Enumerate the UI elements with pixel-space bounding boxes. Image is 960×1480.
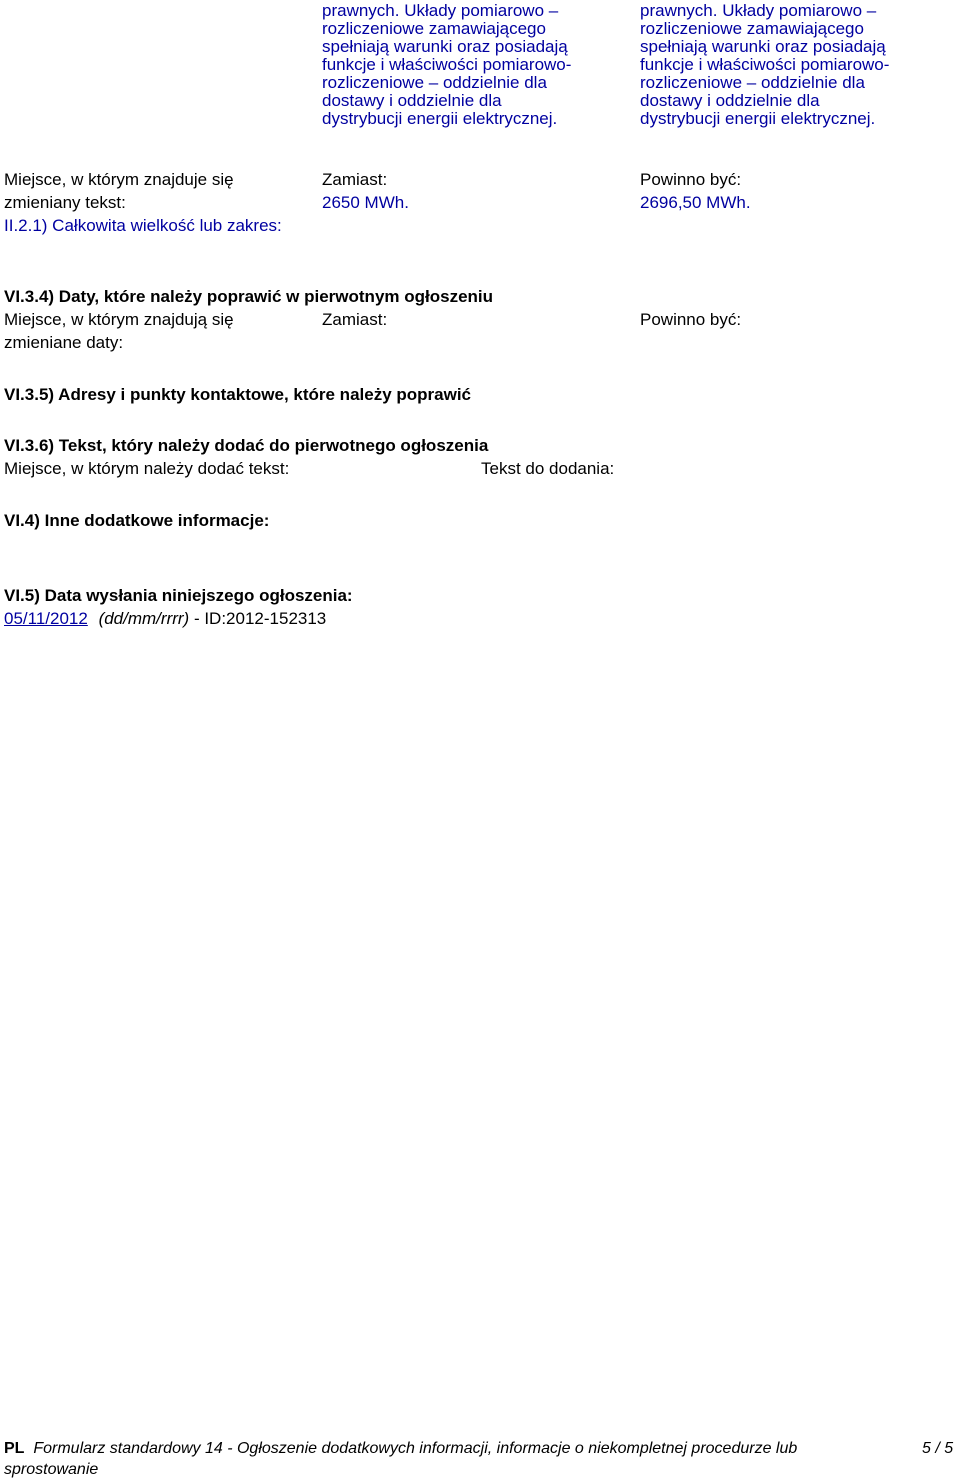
new-text-line: prawnych. Układy pomiarowo – (640, 1, 877, 20)
dates-instead-label: Zamiast: (322, 310, 388, 329)
old-text-line: rozliczeniowe – oddzielnie dla (322, 73, 547, 92)
new-text-line: rozliczeniowe zamawiającego (640, 19, 864, 38)
old-text-line: funkcje i właściwości pomiarowo- (322, 55, 572, 74)
date-format: (dd/mm/rrrr) (98, 609, 190, 628)
should-be-value: 2696,50 MWh. (640, 193, 751, 212)
new-text-block (640, 2, 889, 128)
section-heading-vi34: VI.3.4) Daty, które należy poprawić w pierwotnym ogłoszeniu (4, 287, 494, 306)
section-heading-vi5: VI.5) Data wysłania niniejszego ogłoszenia: (4, 586, 353, 605)
section-heading-vi36: VI.3.6) Tekst, który należy dodać do pierwotnego ogłoszenia (4, 436, 489, 455)
section-heading-vi35: VI.3.5) Adresy i punkty kontaktowe, które należy poprawić (4, 385, 472, 404)
add-text-label: Tekst do dodania: (481, 459, 615, 478)
id-separator: - (189, 609, 205, 628)
old-text-line: prawnych. Układy pomiarowo – (322, 1, 559, 20)
new-text-line: rozliczeniowe – oddzielnie dla (640, 73, 865, 92)
add-text-place-label: Miejsce, w którym należy dodać tekst: (4, 459, 290, 478)
old-text-block (322, 2, 571, 128)
dates-should-be-label: Powinno być: (640, 310, 742, 329)
page-number: 5 / 5 (922, 1440, 954, 1457)
dates-place-label-cont: zmieniane daty: (4, 333, 124, 352)
change-place-label-cont: zmieniany tekst: (4, 193, 126, 212)
new-text-line: funkcje i właściwości pomiarowo- (640, 55, 890, 74)
new-text-line: spełniają warunki oraz posiadają (640, 37, 886, 56)
dispatch-date-line (4, 610, 326, 628)
old-text-line: rozliczeniowe zamawiającego (322, 19, 546, 38)
old-text-line: dostawy i oddzielnie dla (322, 91, 502, 110)
section-heading-vi4: VI.4) Inne dodatkowe informacje: (4, 511, 270, 530)
old-text-line: dystrybucji energii elektrycznej. (322, 109, 558, 128)
new-text-line: dostawy i oddzielnie dla (640, 91, 820, 110)
footer-form-title: Formularz standardowy 14 - Ogłoszenie dodatkowych informacji, informacje o niekompletnej procedurze lub (33, 1440, 798, 1457)
change-place-reference: II.2.1) Całkowita wielkość lub zakres: (4, 216, 282, 235)
page-footer (4, 1438, 884, 1480)
notice-id: ID:2012-152313 (204, 609, 327, 628)
new-text-line: dystrybucji energii elektrycznej. (640, 109, 876, 128)
old-text-line: spełniają warunki oraz posiadają (322, 37, 568, 56)
dates-place-label: Miejsce, w którym znajdują się (4, 310, 234, 329)
dispatch-date: 05/11/2012 (4, 609, 88, 628)
instead-value: 2650 MWh. (322, 193, 409, 212)
footer-form-title-cont: sprostowanie (4, 1461, 99, 1478)
footer-language: PL (4, 1440, 25, 1457)
change-place-label: Miejsce, w którym znajduje się (4, 170, 234, 189)
should-be-label: Powinno być: (640, 170, 742, 189)
instead-label: Zamiast: (322, 170, 388, 189)
